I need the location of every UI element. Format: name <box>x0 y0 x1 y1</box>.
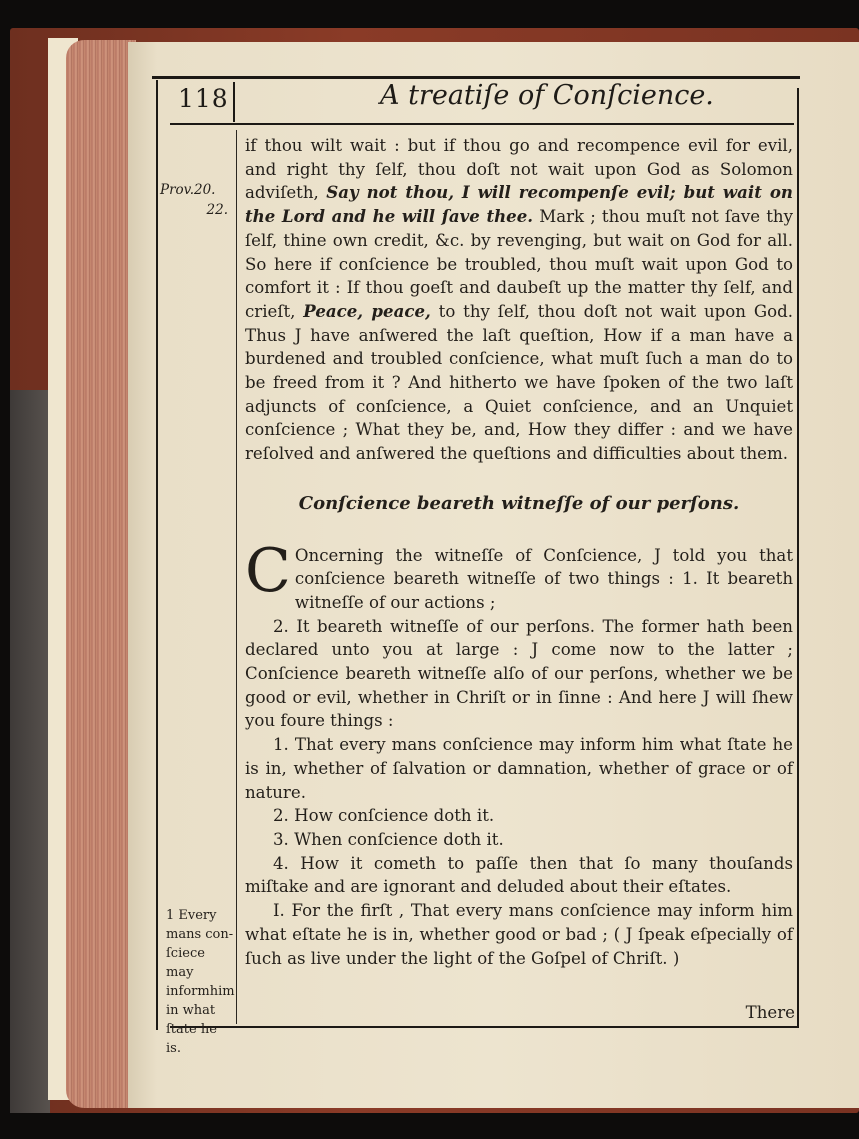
paragraph-6: 3. When conſcience doth it. <box>273 829 504 849</box>
page-number: 118 <box>178 84 229 113</box>
frame-rule-top <box>152 76 800 79</box>
peace-quote: Peace, peace, <box>303 300 431 321</box>
text-run: to thy ſelf, thou doſt not wait upon God. Thus J have anſwered the laſt queſtion, How if a man have a burdened and troubled conſcience, what muſt ſuch a man do to be freed from it ? And hitherto we have ſpoken of the two laſt adjuncts of conſcience, a Quiet conſcience, and an Unquiet conſcience ; What they be, and, How they differ : and we have reſolved and anſwered the queſtions and difficulties about them. <box>245 301 793 464</box>
cover-cloth <box>10 390 50 1113</box>
paragraph-1 <box>245 134 793 466</box>
body-text <box>245 134 793 970</box>
paragraph-5: 2. How conſcience doth it. <box>273 806 495 826</box>
margin-rule <box>236 130 237 1024</box>
paragraph-4: 1. That every mans conſcience may inform him what ſtate he is in, whether of ſalvation or damnation, whether of grace or of nature. <box>245 735 793 802</box>
drop-cap: C <box>245 535 291 606</box>
margin-note-prov <box>160 180 232 220</box>
margin-note-prov-ref: Prov.20. <box>160 182 216 198</box>
paragraph-2 <box>245 535 793 615</box>
header-rule <box>170 123 794 125</box>
scripture-quote: Say not thou, I will recompenſe evil; but wait on the Lord and he will ſave thee. <box>245 182 793 227</box>
margin-note-line: in what <box>166 1003 216 1018</box>
margin-note-line: mans con- <box>166 927 234 942</box>
margin-note-prov-verse: 22. <box>206 202 228 218</box>
text-run: Oncerning the witneſſe of Conſcience, J told you that conſcience beareth witneſſe of two things : 1. It beareth witneſſe of our actions ; <box>294 545 793 612</box>
margin-note-line: ſciece may <box>166 946 205 980</box>
running-head: A treatiſe of Conſcience. <box>380 80 714 111</box>
margin-note-line: 1 Every <box>166 908 217 923</box>
page-edges <box>66 40 136 1108</box>
text-run: Mark ; thou muſt not ſave thy ſelf, thine own credit, &c. by revenging, but wait on God for all. So here if conſcience be troubled, thou muſt wait upon God to comfort it : If thou goeſt and daubeſt up the matter thy ſelf, and crieſt, <box>245 207 793 321</box>
frame-rule-right <box>797 88 799 1028</box>
frame-rule-bottom <box>170 1026 798 1028</box>
paragraph-8: I. For the firſt , That every mans conſcience may inform him what eſtate he is in, whether good or bad ; ( J ſpeak eſpecially of ſuch as live under the light of the Goſpel of Chriſt. ) <box>245 901 793 968</box>
margin-note-line: informhim <box>166 984 235 999</box>
margin-note-line: ſtate he is. <box>166 1022 217 1056</box>
header-separator <box>233 82 235 122</box>
paragraph-7: 4. How it cometh to paſſe then that ſo many thouſands miſtake and are ignorant and deluded about their eſtates. <box>245 853 793 897</box>
catchword: There <box>745 1003 795 1022</box>
text-run: if thou wilt wait : but if thou go and recompence evil for evil, and right thy ſelf, thou doſt not wait upon God as Solomon adviſeth, <box>245 136 793 203</box>
section-heading: Conſcience beareth witneſſe of our perſons. <box>298 492 740 514</box>
margin-note-every-mans <box>166 906 234 1058</box>
paragraph-3: 2. It beareth witneſſe of our perſons. The former hath been declared unto you at large : J come now to the latter ; Conſcience beareth witneſſe alſo of our perſons, whether we be good or evil, whether in Chriſt or in ſinne : And here J will ſhew you foure things : <box>245 616 793 731</box>
frame-rule-left <box>156 80 158 1030</box>
